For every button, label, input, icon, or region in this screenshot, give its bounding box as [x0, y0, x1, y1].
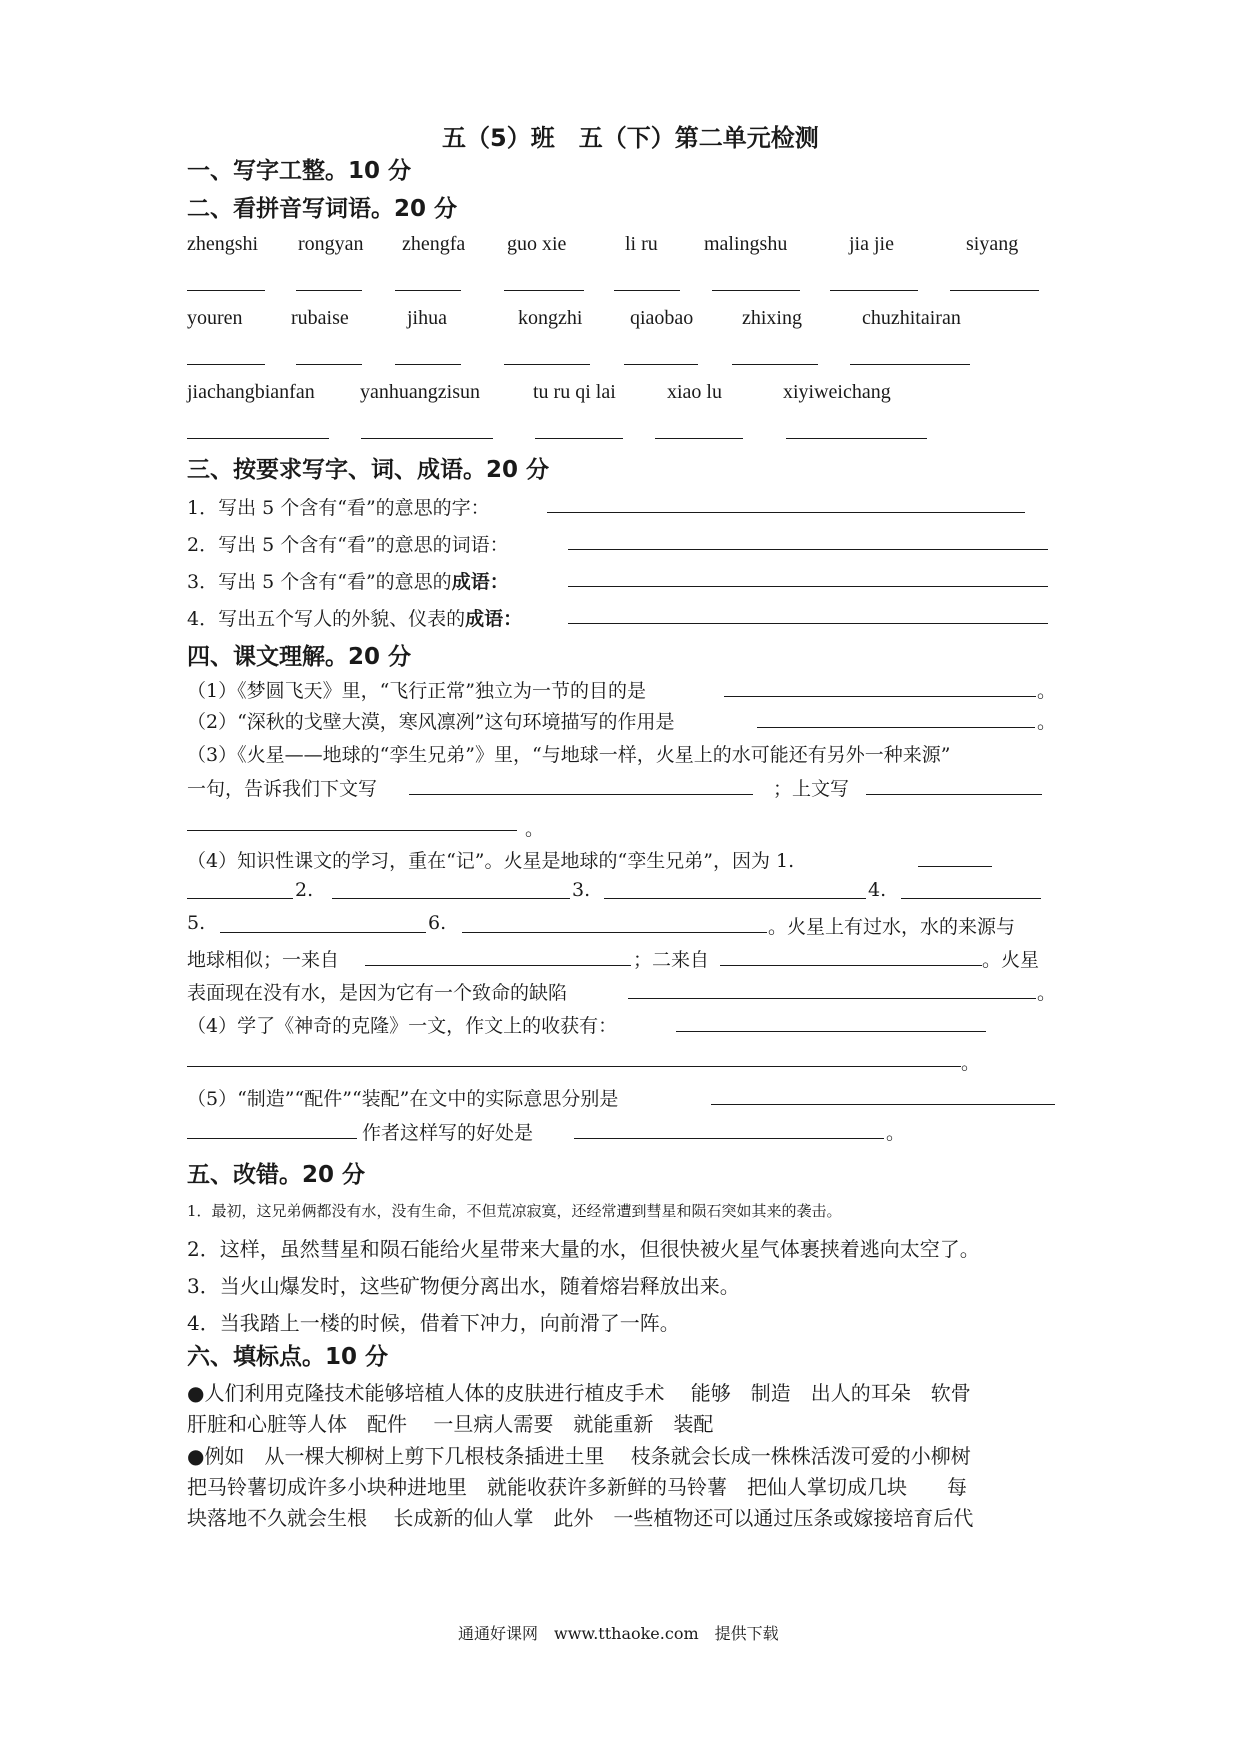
answer-line[interactable]	[711, 1104, 1055, 1105]
answer-line[interactable]	[901, 898, 1041, 899]
answer-line[interactable]	[187, 364, 265, 365]
q4-num-6: 6.	[428, 912, 447, 934]
answer-line[interactable]	[568, 586, 1048, 587]
q4-line-11: （4）学了《神奇的克隆》一文，作文上的收获有：	[187, 1015, 618, 1037]
pinyin-word: rongyan	[298, 233, 364, 255]
pinyin-word: jiachangbianfan	[187, 381, 315, 403]
answer-line[interactable]	[712, 290, 800, 291]
pinyin-word: zhengshi	[187, 233, 259, 255]
pinyin-word: qiaobao	[630, 307, 694, 329]
q5-item-1: 1．最初，这兄弟俩都没有水，没有生命，不但荒凉寂寞，还经常遭到彗星和陨石突如其来的袭击。	[187, 1202, 842, 1220]
footer-credit: 通通好课网 www.tthaoke.com 提供下载	[458, 1624, 779, 1643]
pinyin-word: chuzhitairan	[862, 307, 961, 329]
q4-num-4: 4.	[868, 879, 887, 901]
answer-line[interactable]	[535, 438, 623, 439]
pinyin-word: xiyiweichang	[783, 381, 891, 403]
q4-line-3: （3）《火星——地球的“孪生兄弟”》里，“与地球一样，火星上的水可能还有另外一种来源”	[187, 744, 951, 766]
q3-item-1: 1．写出 5 个含有“看”的意思的字：	[187, 497, 490, 519]
q6-para-1-line-1: ●人们利用克隆技术能够培植人体的皮肤进行植皮手术 能够 制造 出人的耳朵 软骨	[187, 1381, 971, 1405]
pinyin-word: li ru	[625, 233, 658, 255]
q3-item-3-text: 3．写出 5 个含有“看”的意思的	[187, 571, 452, 593]
q4-line-8b: 。火星上有过水，水的来源与	[768, 916, 1016, 938]
q5-item-3: 3．当火山爆发时，这些矿物便分离出水，随着熔岩释放出来。	[187, 1274, 740, 1298]
q3-item-4-text: 4．写出五个写人的外貌、仪表的	[187, 608, 466, 630]
answer-line[interactable]	[361, 438, 493, 439]
q4-line-2: （2）“深秋的戈壁大漠，寒风凛冽”这句环境描写的作用是	[187, 711, 675, 733]
answer-line[interactable]	[395, 364, 461, 365]
pinyin-word: guo xie	[507, 233, 567, 255]
answer-line[interactable]	[628, 998, 1036, 999]
q4-line-9a: 地球相似；一来自	[187, 949, 340, 971]
answer-line[interactable]	[187, 1138, 357, 1139]
answer-line[interactable]	[462, 932, 767, 933]
answer-line[interactable]	[655, 438, 743, 439]
answer-line[interactable]	[187, 290, 265, 291]
section-6-heading: 六、填标点。10 分	[187, 1344, 389, 1370]
answer-line[interactable]	[187, 438, 329, 439]
q3-item-3-bold: 成语：	[451, 571, 509, 593]
q4-line-10: 表面现在没有水，是因为它有一个致命的缺陷	[187, 982, 568, 1004]
pinyin-word: xiao lu	[667, 381, 722, 403]
section-2-heading: 二、看拼音写词语。20 分	[187, 196, 458, 222]
q3-item-3	[187, 567, 509, 594]
answer-line[interactable]	[830, 290, 918, 291]
pinyin-word: jia jie	[849, 233, 894, 255]
q4-line-9b: ；二来自	[633, 949, 710, 971]
answer-line[interactable]	[614, 290, 680, 291]
answer-line[interactable]	[720, 965, 982, 966]
q4-line-6: （4）知识性课文的学习，重在“记”。火星是地球的“孪生兄弟”，因为 1.	[187, 850, 795, 872]
answer-line[interactable]	[220, 932, 426, 933]
q5-item-4: 4．当我踏上一楼的时候，借着下冲力，向前滑了一阵。	[187, 1311, 680, 1335]
answer-line[interactable]	[365, 965, 631, 966]
q4-line-13: （5）“制造”“配件”“装配”在文中的实际意思分别是	[187, 1088, 619, 1110]
q4-period: 。	[1037, 982, 1057, 1004]
q4-num-3: 3.	[572, 879, 591, 901]
q4-line-9c: 。火星	[982, 949, 1040, 971]
pinyin-word: zhengfa	[402, 233, 466, 255]
q5-item-2: 2．这样，虽然彗星和陨石能给火星带来大量的水，但很快被火星气体裹挟着逃向太空了。	[187, 1237, 980, 1261]
pinyin-word: siyang	[966, 233, 1019, 255]
answer-line[interactable]	[950, 290, 1039, 291]
q4-line-1: （1）《梦圆飞天》里，“飞行正常”独立为一节的目的是	[187, 680, 647, 702]
q4-line-4b: ；上文写	[773, 778, 850, 800]
answer-line[interactable]	[574, 1138, 884, 1139]
answer-line[interactable]	[724, 696, 1036, 697]
answer-line[interactable]	[757, 727, 1035, 728]
answer-line[interactable]	[918, 866, 992, 867]
q4-line-14: 作者这样写的好处是	[362, 1122, 534, 1144]
answer-line[interactable]	[409, 794, 753, 795]
answer-line[interactable]	[296, 290, 362, 291]
answer-line[interactable]	[187, 1066, 961, 1067]
section-4-heading: 四、课文理解。20 分	[187, 644, 412, 670]
q4-period: 。	[886, 1122, 906, 1144]
pinyin-word: jihua	[407, 307, 447, 329]
q3-item-4-bold: 成语：	[465, 608, 523, 630]
answer-line[interactable]	[676, 1031, 986, 1032]
answer-line[interactable]	[786, 438, 927, 439]
answer-line[interactable]	[187, 830, 517, 831]
pinyin-word: tu ru qi lai	[533, 381, 616, 403]
answer-line[interactable]	[850, 364, 970, 365]
pinyin-word: malingshu	[704, 233, 788, 255]
section-3-heading: 三、按要求写字、词、成语。20 分	[187, 457, 550, 483]
answer-line[interactable]	[547, 512, 1025, 513]
answer-line[interactable]	[866, 794, 1042, 795]
page-title: 五（5）班 五（下）第二单元检测	[442, 124, 819, 152]
answer-line[interactable]	[332, 898, 570, 899]
pinyin-word: youren	[187, 307, 243, 329]
section-1-heading: 一、写字工整。10 分	[187, 158, 412, 184]
q4-period: 。	[1037, 680, 1057, 702]
pinyin-word: kongzhi	[518, 307, 583, 329]
q4-period: 。	[525, 818, 545, 840]
answer-line[interactable]	[568, 623, 1048, 624]
answer-line[interactable]	[504, 364, 590, 365]
section-5-heading: 五、改错。20 分	[187, 1162, 366, 1188]
answer-line[interactable]	[504, 290, 584, 291]
q4-num-5: 5.	[187, 912, 206, 934]
q6-para-2-line-1: ●例如 从一棵大柳树上剪下几根枝条插进土里 枝条就会长成一株株活泼可爱的小柳树	[187, 1444, 971, 1468]
answer-line[interactable]	[187, 898, 293, 899]
q3-item-4	[187, 604, 522, 631]
q4-num-2: 2.	[295, 879, 314, 901]
q4-period: 。	[961, 1052, 981, 1074]
q4-period: 。	[1037, 711, 1057, 733]
q6-para-2-line-2: 把马铃薯切成许多小块种进地里 就能收获许多新鲜的马铃薯 把仙人掌切成几块 每	[187, 1475, 967, 1499]
q6-para-1-line-2: 肝脏和心脏等人体 配件 一旦病人需要 就能重新 装配	[187, 1412, 714, 1436]
q3-item-2: 2．写出 5 个含有“看”的意思的词语：	[187, 534, 509, 556]
pinyin-word: rubaise	[291, 307, 349, 329]
q4-line-4a: 一句，告诉我们下文写	[187, 778, 378, 800]
answer-line[interactable]	[568, 549, 1048, 550]
answer-line[interactable]	[624, 364, 698, 365]
answer-line[interactable]	[604, 898, 866, 899]
answer-line[interactable]	[296, 364, 362, 365]
pinyin-word: zhixing	[742, 307, 802, 329]
answer-line[interactable]	[732, 364, 818, 365]
pinyin-word: yanhuangzisun	[360, 381, 480, 403]
answer-line[interactable]	[395, 290, 461, 291]
q6-para-2-line-3: 块落地不久就会生根 长成新的仙人掌 此外 一些植物还可以通过压条或嫁接培育后代	[187, 1506, 974, 1530]
